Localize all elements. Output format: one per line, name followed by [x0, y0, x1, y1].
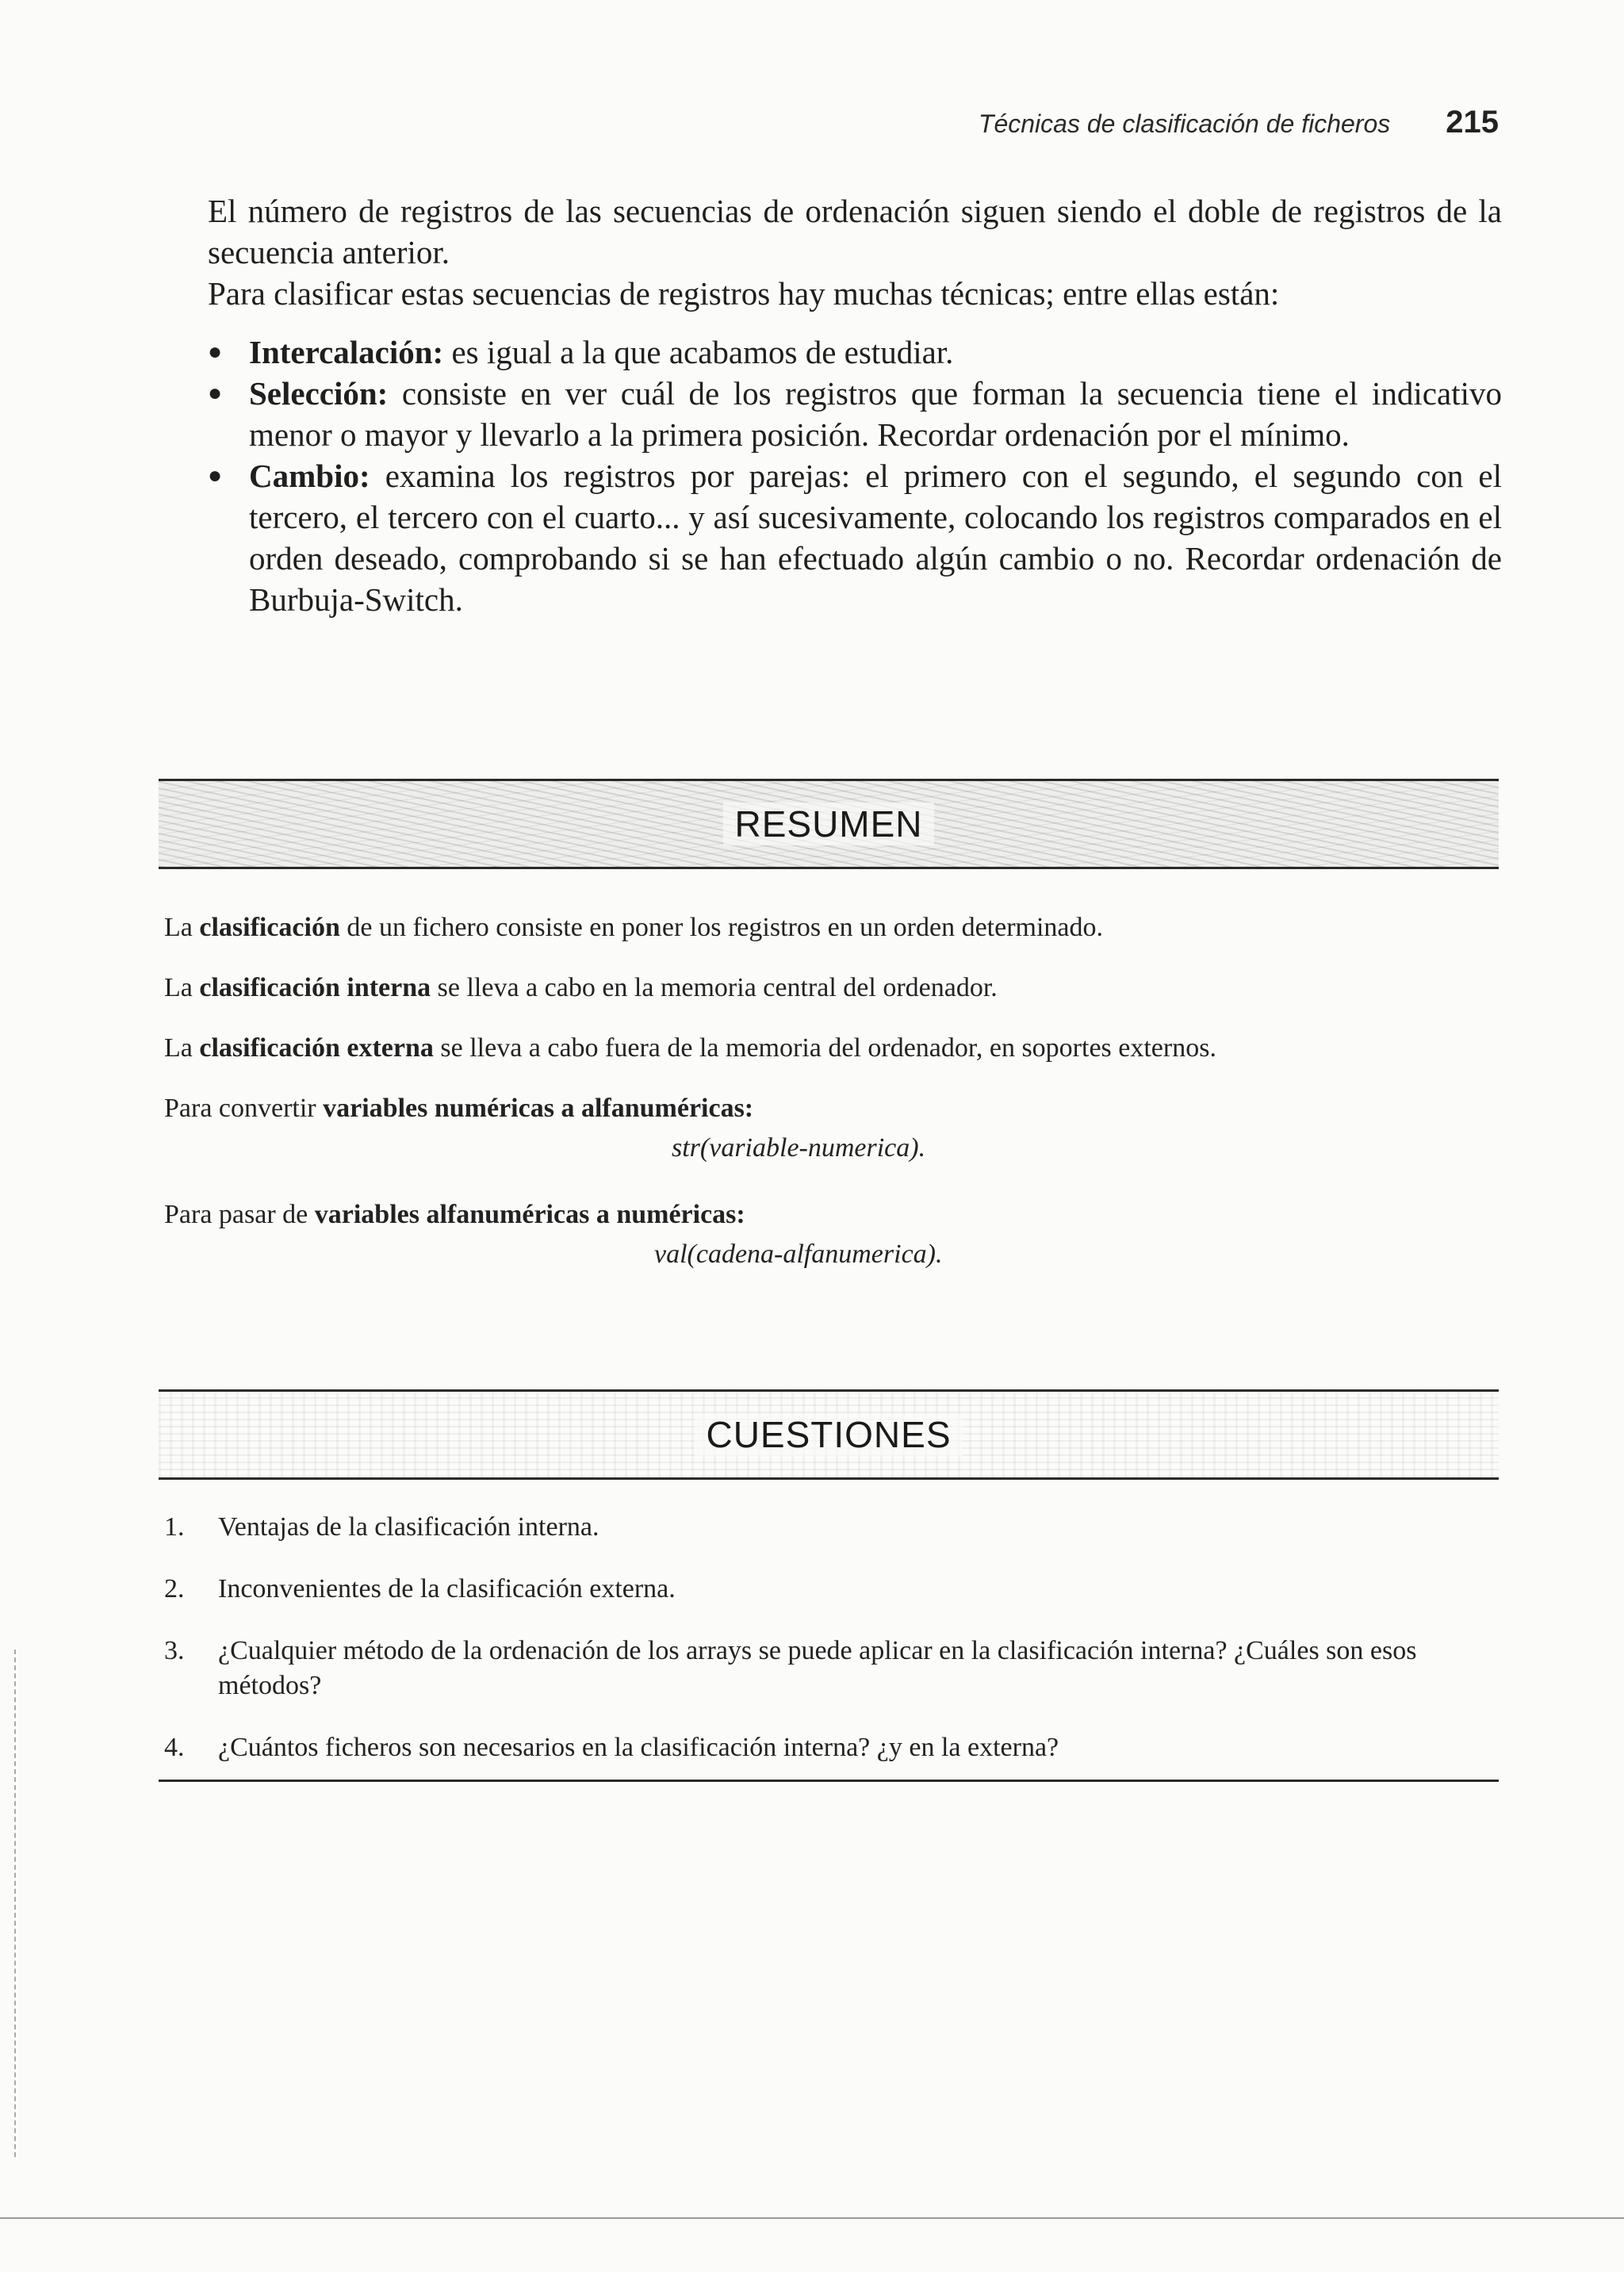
question-text: ¿Cualquier método de la ordenación de los arrays se puede aplicar en la clasificación interna? ¿Cuáles son esos métodos? [218, 1636, 1417, 1700]
question-item [164, 1510, 1504, 1545]
summary-term: variables numéricas a alfanuméricas: [323, 1094, 754, 1123]
technique-term: Intercalación: [249, 334, 444, 370]
technique-text: consiste en ver cuál de los registros que forman la secuencia tiene el indicativo menor o mayor y llevarlo a la primera posición. Recordar ordenación por el mínimo. [249, 375, 1502, 453]
summary-text: Para convertir [164, 1094, 324, 1123]
question-text: Inconvenientes de la clasificación externa. [218, 1574, 676, 1603]
techniques-list [208, 331, 1502, 620]
question-item [164, 1572, 1504, 1607]
summary-text: La [164, 913, 200, 942]
formula-str: str(variable-numerica). [672, 1133, 926, 1163]
summary-line [164, 971, 1504, 1006]
technique-text: es igual a la que acabamos de estudiar. [443, 334, 954, 370]
question-item [164, 1730, 1504, 1765]
running-title: Técnicas de clasificación de ficheros [978, 109, 1391, 138]
running-header [912, 105, 1499, 140]
formula-val: val(cadena-alfanumerica). [654, 1239, 943, 1269]
question-number: 4. [164, 1733, 185, 1762]
summary-term: clasificación [199, 913, 340, 942]
technique-term: Selección: [249, 375, 389, 412]
summary-section [164, 910, 1504, 1304]
summary-text: de un fichero consiste en poner los registros en un orden determinado. [339, 913, 1104, 942]
intro-paragraph-2: Para clasificar estas secuencias de registros hay muchas técnicas; entre ellas están: [208, 275, 1280, 312]
question-number: 2. [164, 1574, 185, 1603]
summary-term: clasificación externa [199, 1033, 434, 1063]
technique-item [208, 331, 1502, 373]
resumen-banner [159, 779, 1499, 869]
technique-text: examina los registros por parejas: el primero con el segundo, el segundo con el tercero, el tercero con el cuarto... y así sucesivamente, colocando los registros comparados en el orden deseado, comprobando si se han efectuado algún cambio o no. Recordar ordenación de Burbuja-Switch. [249, 458, 1502, 618]
question-text: ¿Cuántos ficheros son necesarios en la clasificación interna? ¿y en la externa? [218, 1733, 1059, 1762]
summary-line [164, 1091, 1504, 1126]
question-item [164, 1634, 1504, 1703]
resumen-heading: RESUMEN [723, 803, 933, 845]
scan-edge-mark [14, 1649, 16, 2157]
technique-item [208, 373, 1502, 455]
summary-line [164, 910, 1504, 945]
bullet-icon: ● [208, 380, 223, 406]
closing-rule [159, 1780, 1499, 1782]
bullet-icon: ● [208, 462, 223, 488]
body-text [208, 190, 1502, 620]
technique-item [208, 455, 1502, 620]
cuestiones-heading: CUESTIONES [695, 1413, 962, 1456]
summary-text: La [164, 973, 200, 1002]
summary-text: se lleva a cabo fuera de la memoria del ordenador, en soportes externos. [433, 1033, 1216, 1063]
summary-line [164, 1197, 1504, 1232]
summary-text: se lleva a cabo en la memoria central del ordenador. [431, 973, 998, 1002]
page-number: 215 [1446, 105, 1499, 140]
intro-paragraph-1: El número de registros de las secuencias de ordenación siguen siendo el doble de registros de la secuencia anterior. [208, 193, 1502, 270]
summary-term: variables alfanuméricas a numéricas: [314, 1200, 745, 1229]
question-number: 1. [164, 1512, 185, 1542]
summary-text: La [164, 1033, 200, 1063]
summary-line [164, 1031, 1504, 1066]
summary-text: Para pasar de [164, 1200, 315, 1229]
bullet-icon: ● [208, 339, 223, 365]
technique-term: Cambio: [249, 458, 370, 494]
scan-bottom-edge [0, 2217, 1624, 2219]
summary-term: clasificación interna [199, 973, 431, 1002]
question-number: 3. [164, 1636, 185, 1665]
question-text: Ventajas de la clasificación interna. [218, 1512, 599, 1542]
questions-list [164, 1510, 1504, 1792]
cuestiones-banner [159, 1389, 1499, 1480]
